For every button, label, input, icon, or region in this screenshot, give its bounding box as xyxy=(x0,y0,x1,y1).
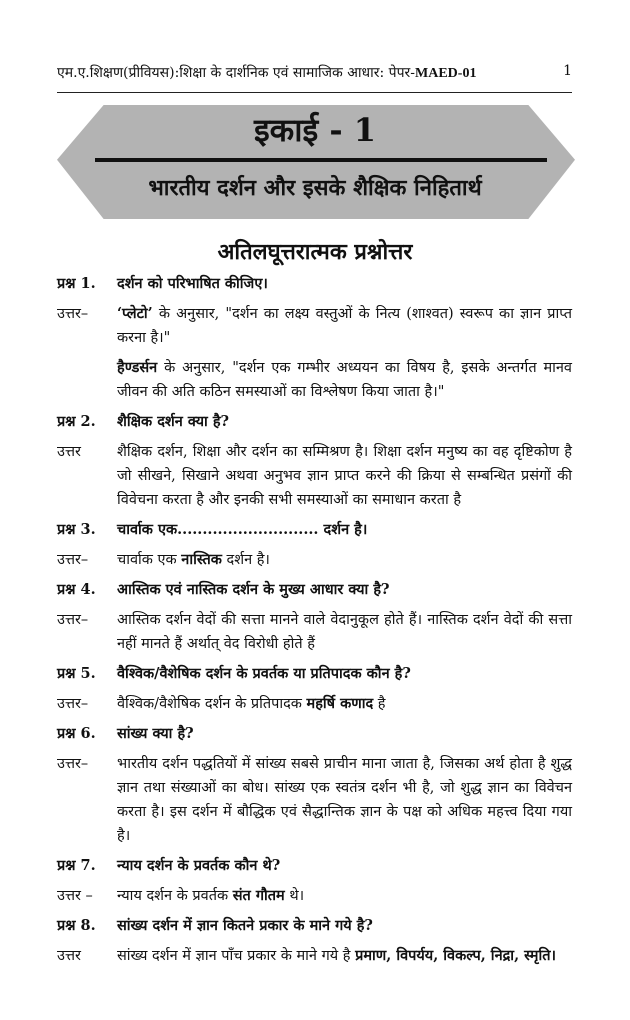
text-segment: थे। xyxy=(284,888,305,904)
question-label: प्रश्न 2. xyxy=(57,413,96,430)
answer-label: उत्तर – xyxy=(57,888,93,904)
question xyxy=(57,662,572,686)
paragraph xyxy=(117,272,572,296)
bold-segment: दर्शन को परिभाषित कीजिए। xyxy=(117,275,268,292)
question xyxy=(57,854,572,878)
text-segment: भारतीय दर्शन पद्धतियों में सांख्य सबसे प्राचीन माना जाता है, जिसका अर्थ होता है शुद्ध ज्ञान तथा संख्याओं का बोध। सांख्य एक स्वतंत्र दर्शन भी है, जो शुद्ध ज्ञान का विवेचन करता है। इस दर्शन में बौद्धिक एवं सैद्धान्तिक ज्ञान के पक्ष को अधिक महत्त्व दिया गया है। xyxy=(117,756,572,844)
answer-label: उत्तर– xyxy=(57,612,89,628)
bold-segment: नास्तिक xyxy=(181,551,222,568)
question xyxy=(57,518,572,542)
paragraph xyxy=(117,440,572,512)
paragraph xyxy=(117,884,572,908)
answer xyxy=(57,944,572,968)
question-label: प्रश्न 1. xyxy=(57,275,96,292)
paragraph xyxy=(117,548,572,572)
text-segment: के अनुसार, "दर्शन एक गम्भीर अध्ययन का विषय है, इसके अन्तर्गत मानव जीवन की अति कठिन समस्याओं का विश्लेषण किया जाता है।" xyxy=(117,360,572,400)
question-text xyxy=(117,578,572,602)
answer-text xyxy=(117,548,572,572)
question-text xyxy=(117,854,572,878)
text-segment: है xyxy=(373,696,386,712)
paragraph xyxy=(117,662,572,686)
paragraph xyxy=(117,752,572,848)
bold-segment: सांख्य क्या है? xyxy=(117,725,194,742)
text-segment: न्याय दर्शन के प्रवर्तक xyxy=(117,888,233,904)
header-divider xyxy=(57,92,572,93)
paragraph xyxy=(117,410,572,434)
bold-segment: शैक्षिक दर्शन क्या है? xyxy=(117,413,230,430)
answer xyxy=(57,692,572,716)
question xyxy=(57,578,572,602)
question-text xyxy=(117,518,572,542)
unit-subtitle: भारतीय दर्शन और इसके शैक्षिक निहितार्थ xyxy=(148,175,482,201)
text-segment: शैक्षिक दर्शन, शिक्षा और दर्शन का सम्मिश्रण है। शिक्षा दर्शन मनुष्य का वह दृष्टिकोण है जो सीखने, सिखाने अथवा अनुभव ज्ञान प्राप्त करने की क्रिया से सम्बन्धित प्रसंगों की विवेचना करता है और इनकी सभी समस्याओं का समाधान करता है xyxy=(117,444,572,508)
running-header xyxy=(57,63,572,82)
paragraph xyxy=(117,944,572,968)
bold-segment: न्याय दर्शन के प्रवर्तक कौन थे? xyxy=(117,857,281,874)
question xyxy=(57,722,572,746)
bold-segment: हैण्डर्सन xyxy=(117,359,158,376)
answer xyxy=(57,752,572,848)
text-segment: के अनुसार, "दर्शन का लक्ष्य वस्तुओं के नित्य (शाश्वत) स्वरूप का ज्ञान प्राप्त करना है।" xyxy=(117,306,572,346)
question-label: प्रश्न 5. xyxy=(57,665,96,682)
unit-divider xyxy=(95,158,547,162)
answer-text xyxy=(117,440,572,512)
paragraph xyxy=(117,578,572,602)
question-label: प्रश्न 4. xyxy=(57,581,96,598)
page-number: 1 xyxy=(563,63,572,79)
text-segment: आस्तिक दर्शन वेदों की सत्ता मानने वाले वेदानुकूल होते हैं। नास्तिक दर्शन वेदों की सत्ता नहीं मानते हैं अर्थात् वेद विरोधी होते हैं xyxy=(117,612,572,652)
paragraph xyxy=(117,518,572,542)
paper-code: MAED-01 xyxy=(415,66,477,81)
question-text xyxy=(117,272,572,296)
paragraph xyxy=(117,914,572,938)
answer xyxy=(57,608,572,656)
question-text xyxy=(117,662,572,686)
bold-segment: सांख्य दर्शन में ज्ञान कितने प्रकार के माने गये है? xyxy=(117,917,373,934)
answer-text xyxy=(117,608,572,656)
header-title-text: एम.ए.शिक्षण(प्रीवियस):शिक्षा के दार्शनिक एवं सामाजिक आधार: पेपर- xyxy=(57,65,416,81)
paragraph xyxy=(117,722,572,746)
question-text xyxy=(117,410,572,434)
question xyxy=(57,914,572,938)
answer-text xyxy=(117,752,572,848)
bold-segment: ‘प्लेटो’ xyxy=(117,305,153,322)
bold-segment: वैश्विक/वैशेषिक दर्शन के प्रवर्तक या प्रतिपादक कौन है? xyxy=(117,665,411,682)
bold-segment: महर्षि कणाद xyxy=(306,695,374,712)
answer-label: उत्तर– xyxy=(57,306,89,322)
bold-segment: संत गौतम xyxy=(232,887,285,904)
paragraph xyxy=(117,356,572,404)
text-segment: सांख्य दर्शन में ज्ञान पाँच प्रकार के माने गये है xyxy=(117,948,356,964)
bold-segment: आस्तिक एवं नास्तिक दर्शन के मुख्य आधार क्या है? xyxy=(117,581,390,598)
question-label: प्रश्न 6. xyxy=(57,725,96,742)
answer xyxy=(57,884,572,908)
question xyxy=(57,410,572,434)
paragraph xyxy=(117,302,572,350)
qa-list xyxy=(57,272,572,974)
answer xyxy=(57,440,572,512)
question-label: प्रश्न 7. xyxy=(57,857,96,874)
bold-segment: चार्वाक एक............................ दर्शन है। xyxy=(117,521,368,538)
question-label: प्रश्न 3. xyxy=(57,521,96,538)
section-title: अतिलघूत्तरात्मक प्रश्नोत्तर xyxy=(217,239,413,265)
paragraph xyxy=(117,854,572,878)
answer-label: उत्तर xyxy=(57,948,81,964)
question-label: प्रश्न 8. xyxy=(57,917,96,934)
paragraph xyxy=(117,692,572,716)
unit-title: इकाई - 1 xyxy=(253,111,377,149)
answer-label: उत्तर– xyxy=(57,696,89,712)
answer-label: उत्तर xyxy=(57,444,81,460)
bold-segment: प्रमाण, विपर्यय, विकल्प, निद्रा, स्मृति। xyxy=(355,947,556,964)
question-text xyxy=(117,914,572,938)
answer-label: उत्तर– xyxy=(57,756,89,772)
header-title xyxy=(57,63,476,82)
question-text xyxy=(117,722,572,746)
text-segment: चार्वाक एक xyxy=(117,552,182,568)
answer xyxy=(57,548,572,572)
paragraph xyxy=(117,608,572,656)
answer-label: उत्तर– xyxy=(57,552,89,568)
text-segment: वैश्विक/वैशेषिक दर्शन के प्रतिपादक xyxy=(117,696,307,712)
answer-text xyxy=(117,692,572,716)
answer-text xyxy=(117,944,572,968)
question xyxy=(57,272,572,296)
answer-text xyxy=(117,302,572,404)
answer xyxy=(57,302,572,404)
answer-text xyxy=(117,884,572,908)
text-segment: दर्शन है। xyxy=(221,552,270,568)
